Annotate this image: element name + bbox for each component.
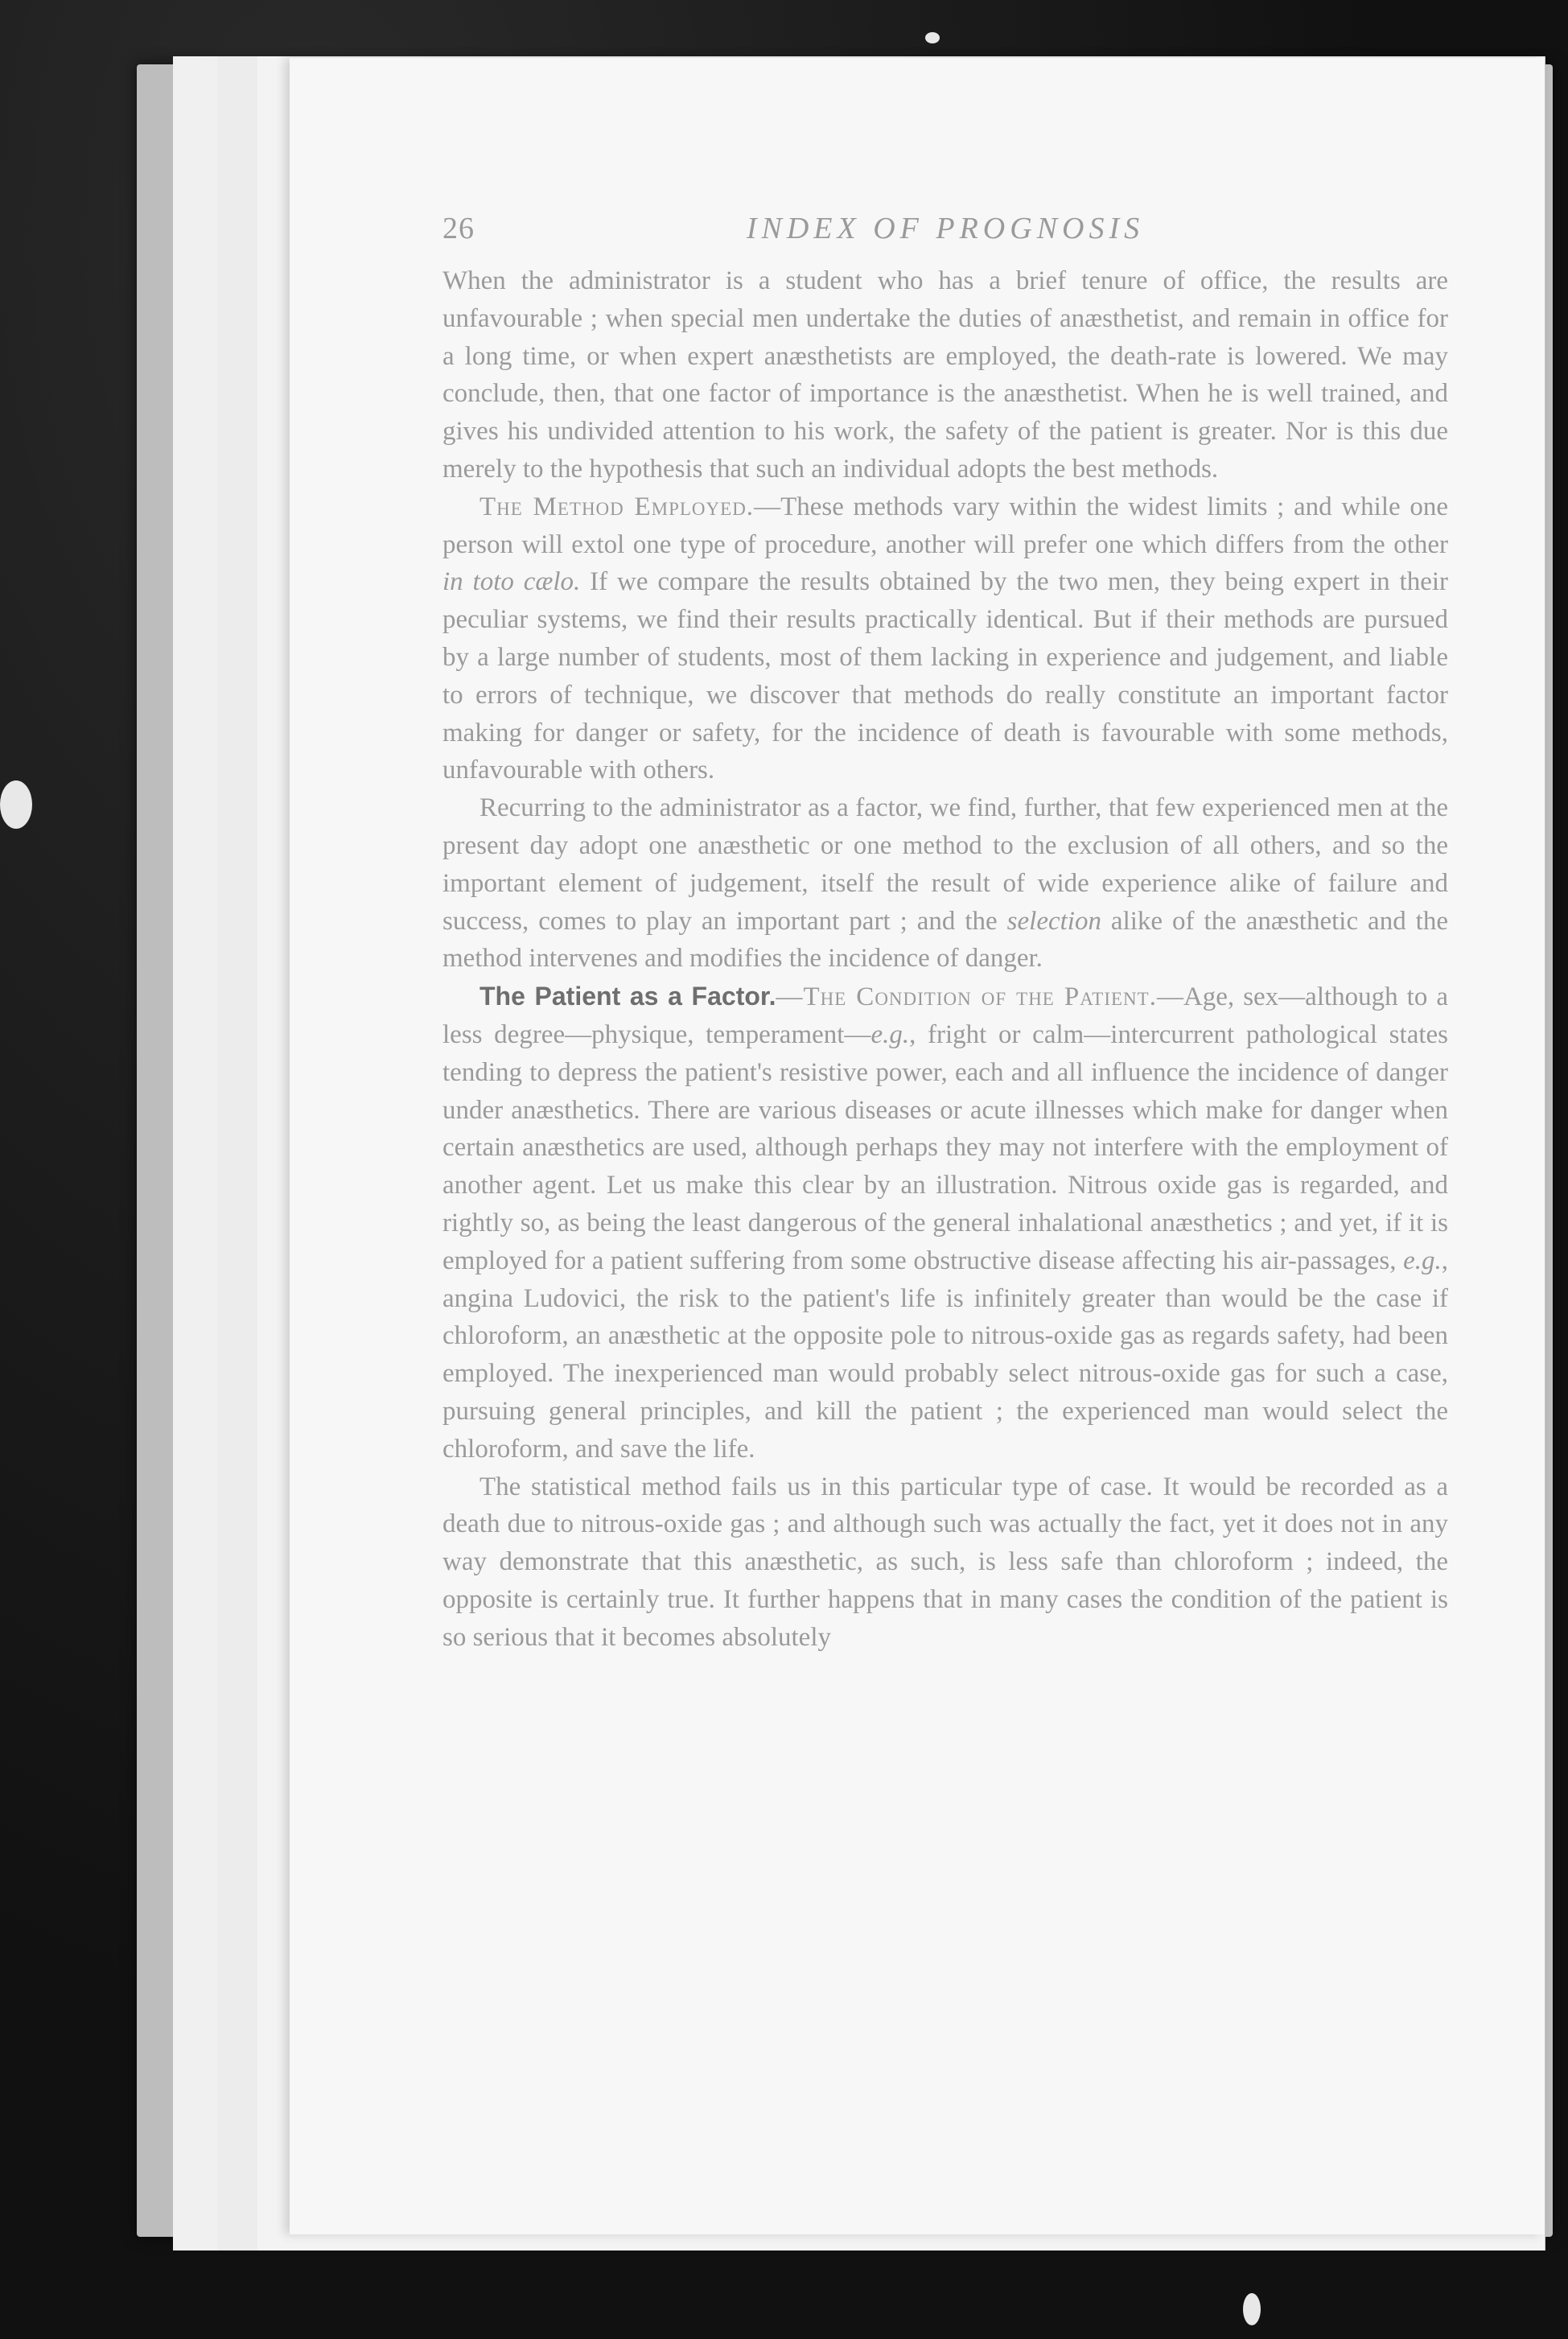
paragraph-statistical-method: The statistical method fails us in this particular type of case. It would be recorded as a death due to nitrous-oxide gas ; and although such was actually the fact, yet it does not in any way demonstrate that this anæsthetic, as such, is less safe than chloroform ; indeed, the opposite is certainly true. It further happens that in many cases the condition of the patient is so serious that it becomes absolutely bbox=[442, 1472, 1448, 1652]
book-page bbox=[290, 58, 1545, 2234]
section-heading-patient-factor: The Patient as a Factor. bbox=[479, 982, 776, 1011]
running-head bbox=[442, 211, 1448, 246]
paragraph-text: , angina Ludovici, the risk to the patient's life is infinitely greater than would be the case if chloroform, an anæsthetic at the opposite pole to nitrous-oxide gas as regards safety, had been employed. The inexperienced man would probably select nitrous-oxide gas for such a case, pursuing general principles, and kill the patient ; the experienced man would select the chloroform, and save the life. bbox=[442, 1246, 1448, 1464]
italic-phrase: in toto cælo. bbox=[442, 567, 581, 597]
paragraph-text: —These methods vary within the widest limits ; and while one person will extol one type of procedure, another will prefer one which differs from the other bbox=[442, 492, 1449, 559]
dust-speck bbox=[1243, 2293, 1261, 2325]
paragraph-recurring bbox=[442, 789, 1448, 978]
italic-abbreviation: e.g. bbox=[870, 1019, 910, 1049]
dust-speck bbox=[0, 780, 32, 829]
section-heading-method-employed: The Method Employed. bbox=[479, 492, 755, 521]
page-number: 26 bbox=[442, 212, 475, 245]
subsection-heading-condition: —The Condition of the Patient. bbox=[776, 982, 1157, 1012]
italic-abbreviation: e.g. bbox=[1403, 1246, 1442, 1275]
paragraph-text: —Age, sex—although to a less degree—physique, temperament— bbox=[442, 982, 1448, 1049]
paragraph-text: , fright or calm—intercurrent pathological states tending to depress the patient's resistive power, each and all influence the incidence of danger under anæsthetics. There are various diseases or acute illnesses which make for danger when certain anæsthetics are used, although perhaps they may not interfere with the employment of another agent. Let us make this clear by an illustration. Nitrous oxide gas is regarded, and rightly so, as being the least dangerous of the general inhalational anæsthetics ; and yet, if it is employed for a patient suffering from some obstructive disease affecting his air-passages, bbox=[442, 1019, 1448, 1275]
paragraph-text: alike of the anæsthetic and the method intervenes and modifies the incidence of danger. bbox=[442, 906, 1448, 974]
paragraph-text: Recurring to the administrator as a factor, we find, further, that few experienced men at the present day adopt one anæsthetic or one method to the exclusion of all others, and so the important element of judgement, itself the result of wide experience alike of failure and success, comes to play an important part ; and the bbox=[442, 793, 1448, 936]
page-content bbox=[442, 211, 1448, 1656]
dust-speck bbox=[925, 32, 940, 43]
paragraph-patient-factor bbox=[442, 978, 1448, 1468]
paragraph-method-employed bbox=[442, 488, 1448, 789]
paragraph-text: If we compare the results obtained by the two men, they being expert in their peculiar systems, we find their results practically identical. But if their methods are pursued by a large number of students, most of them lacking in experience and judgement, and liable to errors of technique, we discover that methods do really constitute an important factor making for danger or safety, for the incidence of death is favourable with some methods, unfavourable with others. bbox=[442, 567, 1448, 785]
running-title: INDEX OF PROGNOSIS bbox=[746, 212, 1145, 245]
italic-word: selection bbox=[1006, 906, 1101, 936]
paragraph-administrator: When the administrator is a student who has a brief tenure of office, the results are unfavourable ; when special men undertake the duties of anæsthetist, and remain in office for a long time, or when expert anæsthetists are employed, the death-rate is lowered. We may conclude, then, that one factor of importance is the anæsthetist. When he is well trained, and gives his undivided attention to his work, the safety of the patient is greater. Nor is this due merely to the hypothesis that such an individual adopts the best methods. bbox=[442, 266, 1448, 484]
